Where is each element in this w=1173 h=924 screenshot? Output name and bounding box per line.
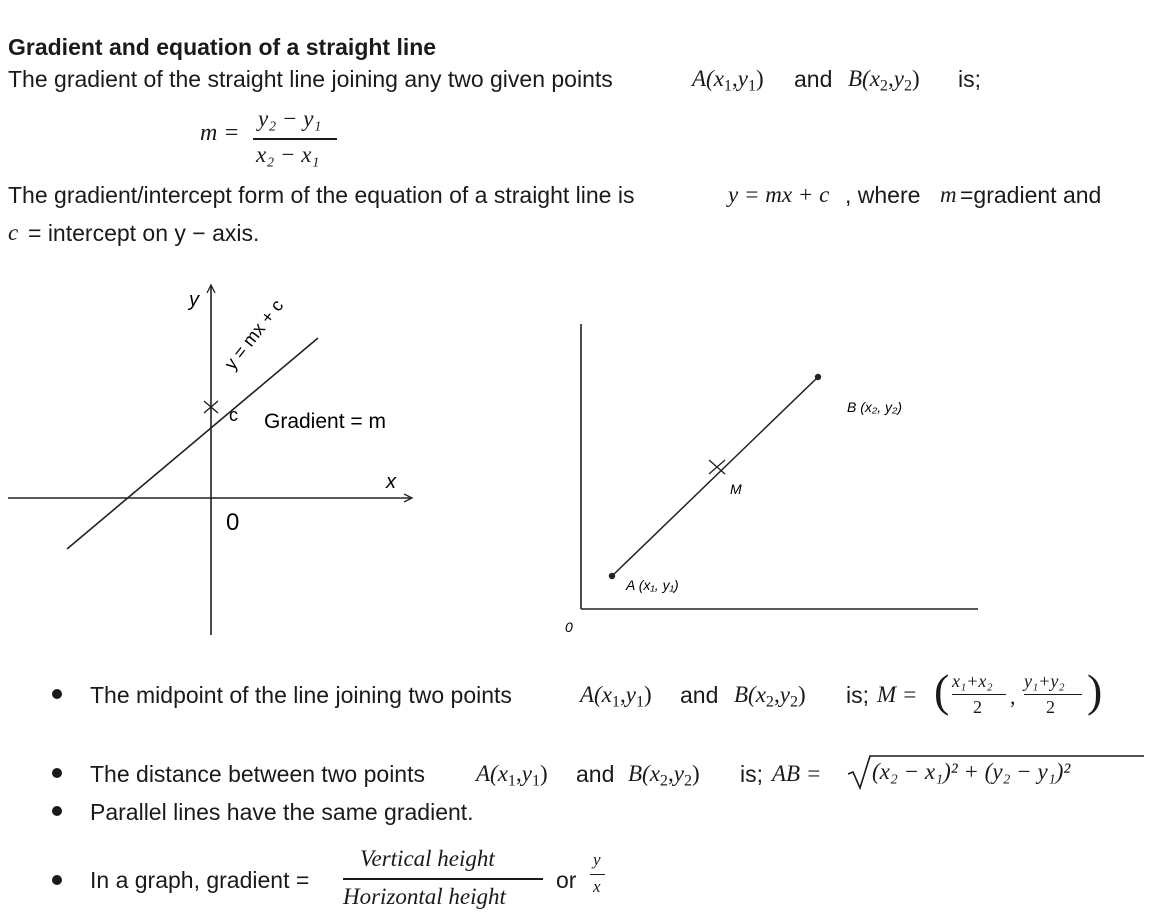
distance-radicand: (x₂ − x₁)² + (y₂ − y₁)² (872, 759, 1071, 784)
point-b (815, 374, 821, 380)
midpoint-comma: , (1010, 684, 1016, 709)
midpoint-is: is; (846, 682, 869, 708)
point-a-notation: $A(x_1,y_1)$ (692, 66, 764, 95)
midpoint-m-eq: M = (877, 682, 918, 707)
graph-fraction-bar (343, 878, 543, 880)
midpoint-text: The midpoint of the line joining two points (90, 682, 512, 708)
intercept-form-where: , where (845, 182, 921, 208)
intercept-label: c (229, 405, 238, 425)
midpoint-open-paren: ( (934, 665, 950, 716)
parallel-text: Parallel lines have the same gradient. (90, 799, 474, 825)
gradient-formula-bar (253, 138, 337, 140)
y-axis-label: y (189, 289, 199, 311)
bullet-dot (52, 689, 62, 699)
origin-label: 0 (226, 509, 240, 536)
graph-small-bar (590, 874, 605, 875)
point-a-label: A (x₁, y₁) (626, 577, 679, 593)
segment-ab (612, 377, 818, 576)
bullet-dot (52, 806, 62, 816)
midpoint-graph (550, 310, 1010, 650)
graph-numerator: Vertical height (360, 846, 495, 871)
distance-text: The distance between two points (90, 761, 425, 787)
straight-line (67, 338, 318, 549)
midpoint-den2: 2 (1046, 697, 1055, 717)
bullet-dot (52, 875, 62, 885)
point-a (609, 573, 615, 579)
intro-before: The gradient of the straight line joining any two given points (8, 66, 613, 92)
gradient-formula-numerator: y₂ − y₁ (258, 106, 322, 131)
midpoint-num1: x₁+x₂ (952, 671, 993, 691)
midpoint-point-a: $A(x_1,y_1)$ (580, 682, 652, 711)
point-b-label: B (x₂, y₂) (847, 399, 903, 415)
midpoint-close-paren: ) (1087, 665, 1103, 716)
gradient-label: Gradient = m (264, 410, 386, 433)
intercept-graph (0, 270, 440, 640)
graph-denominator: Horizontal height (343, 884, 506, 909)
page-title: Gradient and equation of a straight line (8, 34, 437, 60)
distance-ab-eq: AB = (772, 761, 822, 786)
midpoint-tick (709, 460, 725, 474)
midpoint-bar2 (1024, 694, 1082, 695)
gradient-formula-denominator: x₂ − x₁ (256, 142, 320, 167)
midpoint-bar1 (952, 694, 1006, 695)
intercept-form-c: c (8, 220, 19, 245)
graph-y: y (593, 850, 601, 869)
midpoint-label: M (730, 481, 742, 497)
midpoint-num2: y₁+y₂ (1024, 671, 1065, 691)
graph-x: x (593, 877, 601, 896)
midpoint-den1: 2 (973, 697, 982, 717)
point-b-notation: $B(x_2,y_2)$ (848, 66, 920, 95)
distance-is: is; (740, 761, 763, 787)
midpoint-and: and (680, 682, 719, 708)
intercept-form-line1: The gradient/intercept form of the equation of a straight line is (8, 182, 635, 208)
intercept-form-line2: = intercept on y − axis. (28, 220, 260, 246)
graph-gradient-text: In a graph, gradient = (90, 867, 310, 893)
midpoint-point-b: $B(x_2,y_2)$ (734, 682, 806, 711)
intercept-form-gradient: =gradient and (960, 182, 1102, 208)
distance-point-b: $B(x_2,y_2)$ (628, 761, 700, 790)
intro-text (8, 66, 613, 93)
origin-label: 0 (565, 619, 573, 635)
line-equation-label: y = mx + c (220, 295, 288, 374)
x-axis-label: x (386, 471, 396, 493)
intercept-form-equation: y = mx + c (728, 182, 830, 207)
graph-or: or (556, 867, 577, 893)
gradient-formula-lhs: m = (200, 120, 240, 146)
intro-and: and (794, 66, 833, 92)
intro-is: is; (958, 66, 981, 92)
distance-point-a: $A(x_1,y_1)$ (476, 761, 548, 790)
distance-and: and (576, 761, 615, 787)
intercept-form-m: m (940, 182, 957, 207)
bullet-dot (52, 768, 62, 778)
